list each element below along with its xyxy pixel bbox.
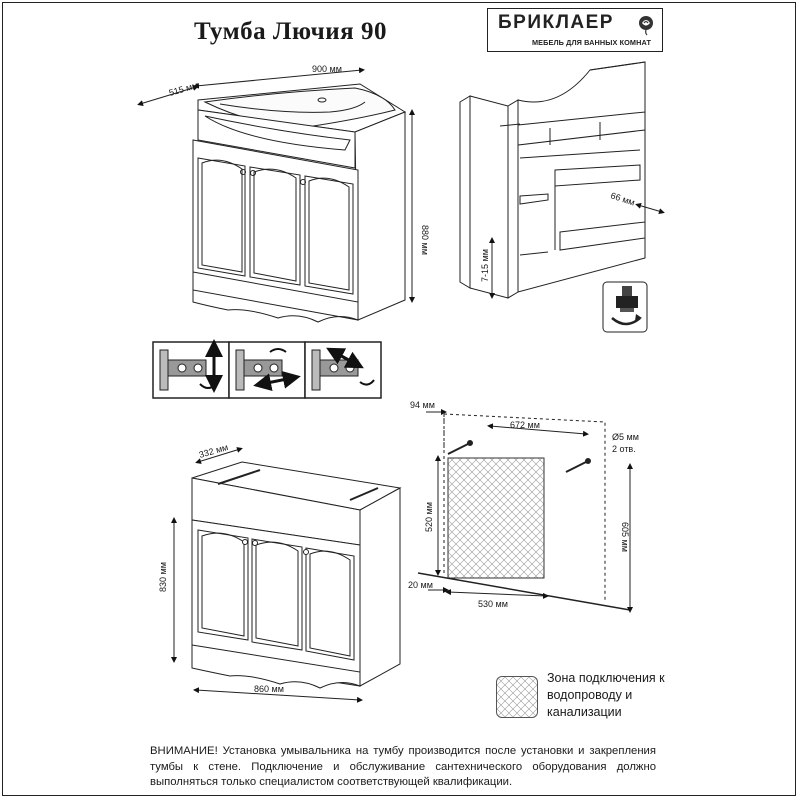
adjustable-leg-icon [603,282,647,332]
dim-zone-height-label: 520 мм [424,502,434,532]
dim-hole-count-label: 2 отв. [612,444,636,454]
hinge-adjust-side-icon [229,342,305,398]
wall-screw-left [448,441,473,455]
dim-zone-width-label: 530 мм [478,599,508,609]
wall-screw-right [566,459,591,473]
dim-floor-gap-label: 20 мм [408,580,433,590]
dim-leg-adjust-label: 7-15 мм [480,249,490,282]
dim-hole-diameter-label: Ø5 мм [612,432,639,442]
page-title: Тумба Лючия 90 [194,18,387,45]
dim-cabinet-height-label: 830 мм [158,562,168,592]
dim-holes-span-label: 672 мм [510,420,540,430]
brand-tagline: МЕБЕЛЬ ДЛЯ ВАННЫХ КОМНАТ [532,38,652,47]
dim-top-depth-label: 515 мм [167,80,200,98]
dim-cabinet-width-label: 860 мм [254,684,284,694]
brand-name: БРИКЛАЕР [498,12,614,33]
dim-wall-offset-label: 94 мм [410,400,435,410]
dim-top-width-label: 900 мм [312,64,342,74]
connection-zone-swatch [496,676,538,718]
assembled-vanity-view [140,70,412,322]
dim-holes-height-label: 605 мм [620,522,630,552]
cabinet-frame-view [460,62,662,298]
hinge-adjust-height-icon [305,342,381,398]
wall-mounting-scheme [418,412,630,610]
dim-height-label: 880 мм [420,225,430,255]
dim-cabinet-depth-label: 332 мм [197,442,230,460]
installation-warning: ВНИМАНИЕ! Установка умывальника на тумбу производится после установки и закрепления тумбы к стене. Подключение и обслуживание сантехнического оборудования должно выполняться только специалистом соответствующей квалификации. [150,745,656,788]
dim-shelf-offset-label: 66 мм [609,190,637,208]
connection-zone-legend: Зона подключения к водопроводу и канализации [547,671,665,719]
hinge-adjust-depth-icon [153,342,229,398]
cabinet-mounting-view [174,449,400,700]
